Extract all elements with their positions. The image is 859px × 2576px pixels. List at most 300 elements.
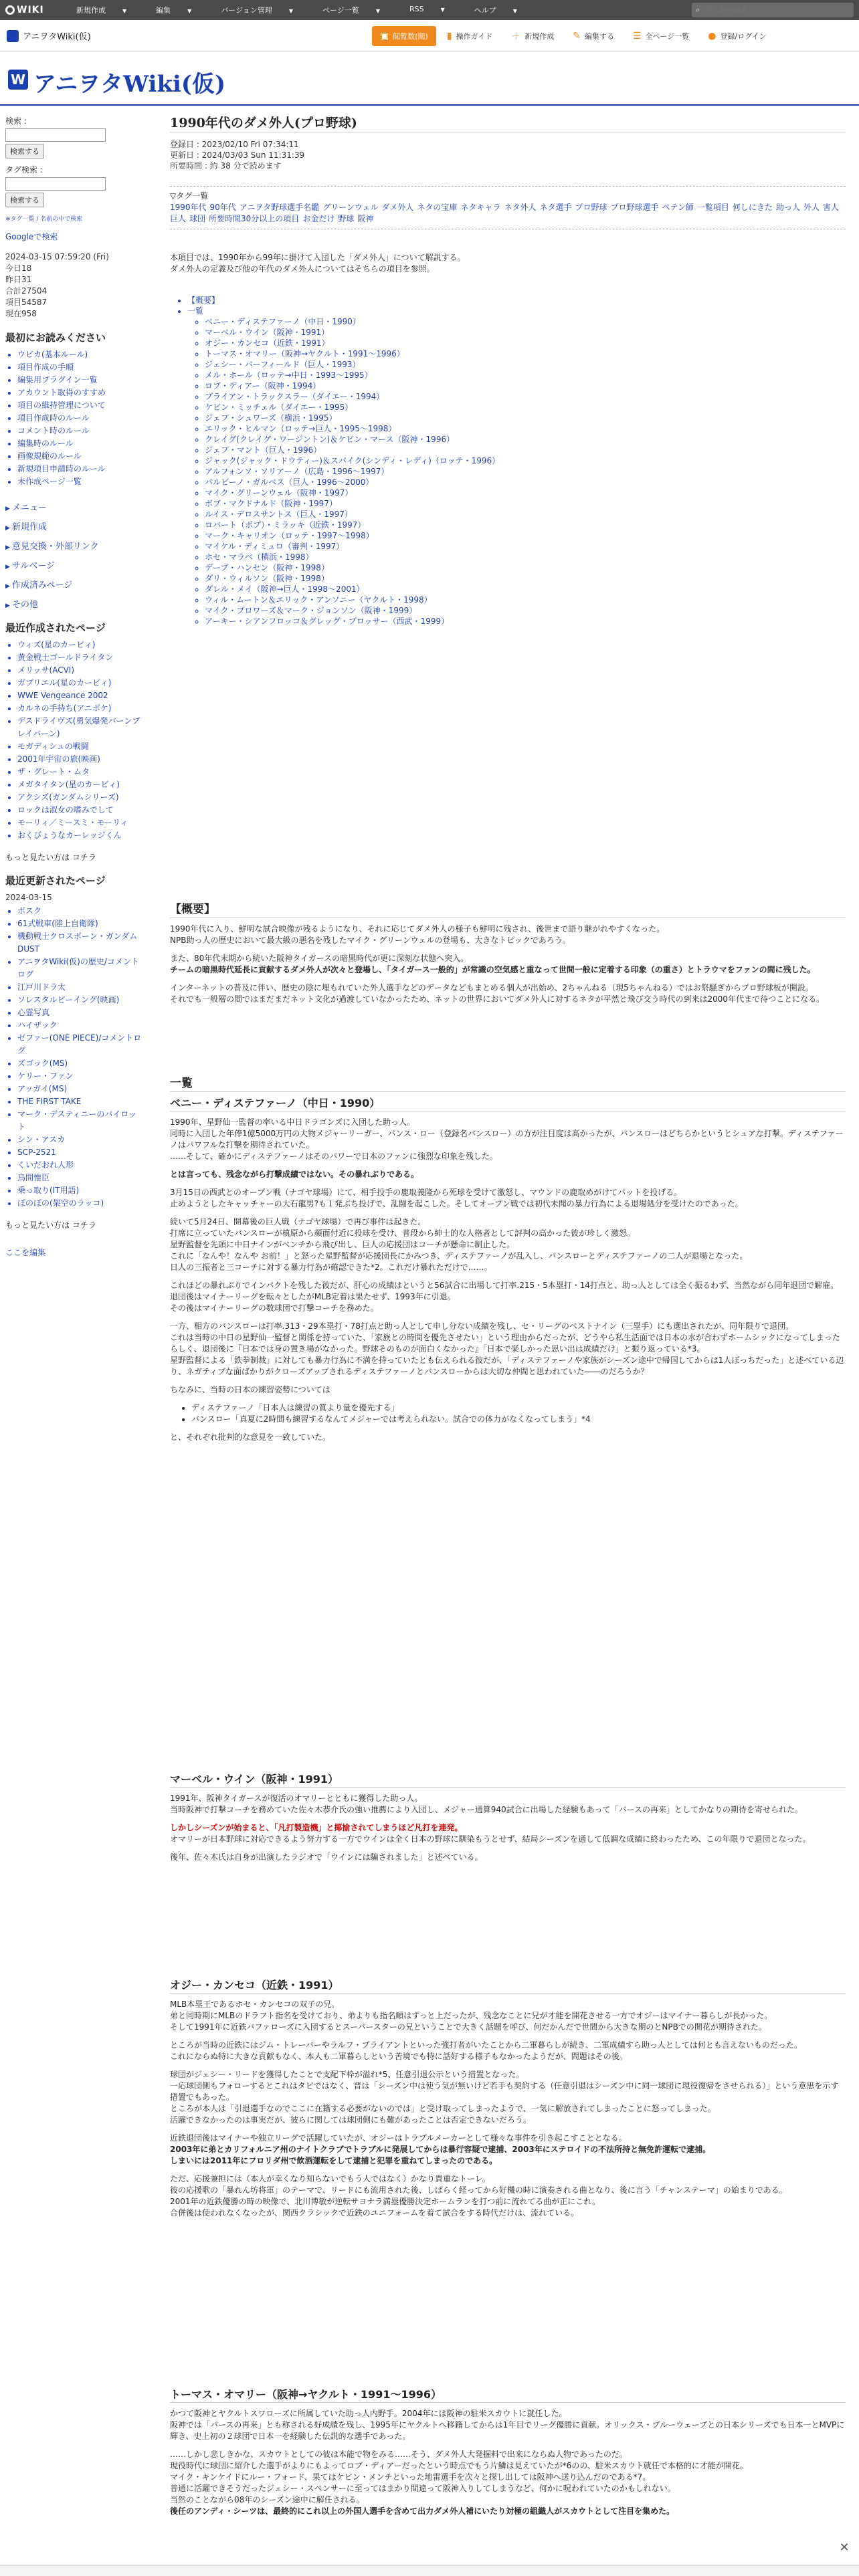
entry-heading: トーマス・オマリー（阪神→ヤクルト・1991〜1996） — [170, 2389, 846, 2403]
paragraph — [170, 1169, 846, 1180]
search-icon: ⌕ — [696, 5, 700, 14]
tag-search-button[interactable]: 検索する — [5, 193, 44, 207]
list-item[interactable]: • 機動戦士クロスボーン・ガンダム DUST — [17, 930, 143, 956]
tag-link[interactable]: ダメ外人 — [381, 203, 414, 212]
tag-link[interactable]: 助っ人 — [775, 203, 800, 212]
text: MLB本塁王であるホセ・カンセコの双子の兄。 — [170, 2000, 340, 2009]
list-item[interactable]: • 編集用プラグイン一覧 — [17, 374, 143, 387]
paragraph — [170, 1999, 846, 2033]
text: ……しかし悲しきかな、スカウトとしての彼は本能で物をみる……そう、ダメ外人大発掘料で出来にならぬ人物であったのだ。 — [170, 2450, 628, 2459]
pencil-icon: ✎ — [573, 31, 581, 41]
list-item[interactable]: • アニヲタWiki(仮)の歴史/コメントログ — [17, 956, 143, 981]
chevron-down-icon: ▼ — [512, 8, 517, 14]
paragraph — [170, 982, 846, 1005]
text: 当時阪神で打撃コーチを務めていた佐々木恭介氏の強い推薦により入団し、メジャー通算940試合に出場した経験もあって「バースの再来」としてかなりの期待を寄せられた。 — [170, 1805, 803, 1814]
text: 止めようとしたキャッチャーの大石龍男?も１発ぶち投げで、乱闘を起こした。そしてオープン戦では初代未聞の暴力行為による退場処分を受けたのであった。 — [170, 1199, 743, 1208]
guide-button[interactable] — [439, 26, 500, 46]
toc-item — [187, 306, 846, 627]
paragraph — [170, 2133, 846, 2167]
stat-now: 現在958 — [5, 309, 37, 318]
text: 後年、佐々木氏は自身が出演したラジオで「ウインには騙されました」と述べている。 — [170, 1852, 483, 1862]
chevron-down-icon: ▼ — [187, 8, 192, 14]
list-item[interactable]: • THE FIRST TAKE — [17, 1095, 143, 1108]
menu-label: 新規作成 — [76, 6, 106, 15]
meta-readtime: 所要時間 : 約 38 分で読めます — [170, 161, 282, 171]
tag-link[interactable]: グリーンウェル — [322, 203, 379, 212]
list-item[interactable]: • マーク・デスティニーのパイロット — [17, 1108, 143, 1134]
section-other[interactable] — [5, 597, 143, 610]
entry-heading: オジー・カンセコ（近鉄・1991） — [170, 1979, 846, 1994]
table-of-contents — [170, 295, 846, 627]
menu-new[interactable] — [62, 5, 141, 15]
text: 退団後はマイナーリーグを転々としたがMLB定着は果たせず、1993年に引退。 — [170, 1292, 456, 1301]
section-label: 意見交換・外部リンク — [11, 542, 99, 552]
list-item[interactable]: • 2001年宇宙の旅(映画) — [17, 753, 143, 766]
paragraph — [170, 2173, 846, 2219]
edit-sidebar-link[interactable]: ここを編集 — [5, 1248, 46, 1257]
menu-pages[interactable] — [308, 5, 395, 15]
toc-item[interactable]: ◦ トーマス・オマリー（阪神→ヤクルト・1991〜1996） — [205, 348, 846, 359]
text: 1990年、星野仙一監督の率いる中日ドラゴンズに入団した助っ人。 — [170, 1117, 415, 1127]
page-title: 1990年代のダメ外人(プロ野球) — [170, 118, 846, 132]
tag-link[interactable]: プロ野球 — [575, 203, 607, 212]
tag-link[interactable]: プロ野球選手 — [610, 203, 659, 212]
text: 一応球団側もフォローするとこれはタピではなく、晋は「シーズン中は使う気が無いけど若手も契約する（任意引退はシーズン中に同一球団に現役復帰をさせられる）」という意思を示す措置でもあった。 — [170, 2081, 839, 2102]
list-item[interactable]: • ぼのぼの(架空のラッコ) — [17, 1197, 143, 1210]
paragraph — [170, 1384, 846, 1396]
toc-item[interactable]: ◦ アルフォンソ・ソリアーノ（広島・1996〜1997） — [205, 466, 846, 477]
text: しまいには2011年にフロリダ州で飲酒運転をして逮捕と犯罪を重ねてしまったのである。 — [170, 2156, 498, 2165]
paragraph — [170, 1793, 846, 1816]
stat-yesterday: 昨日31 — [5, 275, 32, 284]
chevron-right-icon: ▶ — [5, 583, 10, 590]
text: 日人の三振者と三コーチに対する暴力行為が確認できた*2。これだけ暴れただけで……。 — [170, 1263, 492, 1272]
paragraph — [170, 1432, 846, 1443]
wiki-search-box — [692, 3, 854, 17]
tool-label: 登録/ログイン — [720, 32, 767, 41]
text: チームの暗黒時代延長に貢献するダメ外人が次々と登場し、「タイガース一般的」が常識の空気感と重なって世間一般に定着する印象（の重さ）とトラウマをファンの間に残した。 — [170, 965, 816, 974]
chevron-down-icon: ▼ — [288, 8, 294, 14]
sidebar-search-button[interactable]: 検索する — [5, 144, 44, 158]
text: ただ、応援兼担には（本人が幸くなり知らないでもう人ではなく）かなり貴重なトーレ。 — [170, 2174, 490, 2183]
list-item[interactable]: • アクシズ(ガンダムシリーズ) — [17, 791, 143, 804]
text: その後はマイナーリーグの数球団で打撃コーチを務めた。 — [170, 1303, 379, 1313]
stat-items: 項目54587 — [5, 298, 47, 307]
list-item[interactable]: • モガディシュの戦闘 — [17, 740, 143, 753]
toc-item[interactable]: ◦ ジェフ・シュワーズ（横浜・1995） — [205, 413, 846, 423]
entry-omalley-section — [170, 2389, 846, 2524]
search-label: 検索 : — [5, 116, 27, 126]
list-item[interactable]: • ウィズ(星のカービィ) — [17, 639, 143, 651]
list-item[interactable]: • ウビカ(基本ルール) — [17, 348, 143, 361]
bottom-bar — [0, 2565, 859, 2576]
toc-item[interactable]: ◦ ジェフ・マント（巨人・1996） — [205, 445, 846, 455]
list-item[interactable]: • おくびょうなカーレッジくん — [17, 829, 143, 842]
text: 1990年代に入り、鮮明な試合映像が残るようになり、それに応じてダメ外人の様子も鮮明に残され、後世まで語り継がれやすくなった。 — [170, 924, 665, 934]
logo-ring-icon — [5, 5, 15, 15]
list-item[interactable]: • 心霊写真 — [17, 1006, 143, 1019]
text: 星野監督を先頭に中日ナインがベンチから飛び出し、巨人の応援団はコーチが懸命に制止した。 — [170, 1240, 515, 1249]
toc-item[interactable]: ◦ ジェシー・バーフィールド（巨人・1993） — [205, 359, 846, 370]
text: 普通に活躍できそうだったジェシー・スペンサーに至ってはまかり間違って阪神入りしてしまうなど、何かに呪われていたのかもしれない。 — [170, 2484, 676, 2493]
toc-item[interactable]: ◦ ケビン・ミッチェル（ダイエー・1995） — [205, 402, 846, 413]
tag-link[interactable]: 1990年代 — [170, 203, 207, 212]
close-icon[interactable]: ✕ — [839, 2541, 850, 2555]
text: インターネットの普及に伴い、歴史の陰に埋もれていた外人選手などのデータなどもまとめる個人が出始め、2ちゃんねる（現5ちゃんねる）ではお祭騒ぎからプロ野球板が開設。 — [170, 983, 814, 992]
text: ちなみに、当時の日本の練習姿勢については — [170, 1385, 330, 1394]
tag-list-label: ▽タグ一覧 — [170, 191, 209, 201]
text: 続いて5月24日、開幕後の巨人戦（ナゴヤ球場）で再び事件は起きた。 — [170, 1217, 426, 1226]
list-item[interactable]: • モーリィ／ミースミ・モーリィ — [17, 817, 143, 829]
menu-label: ページ一覧 — [322, 6, 359, 15]
list-icon: ☰ — [632, 31, 642, 41]
tool-label: 編集する — [584, 32, 614, 41]
tag-link[interactable]: 阪神 — [357, 214, 374, 223]
text: かつて阪神とヤクルトスワローズに所属していた助っ人内野手。2004年には阪神の駐米スカウトに就任した。 — [170, 2409, 567, 2418]
text: 弟と同時期にMLBのドラフト指名を受けており、弟よりも指名順はずっと上だったが、残念なことに兄が才能を開花させる一方でオジーはマイナー暮らしが長かった。 — [170, 2011, 773, 2020]
list-item[interactable]: • ボスク — [17, 905, 143, 918]
toc-item[interactable]: ◦ マーク・キャリオン（ロッテ・1997〜1998） — [205, 530, 846, 541]
tag-link[interactable]: 球団 — [189, 214, 206, 223]
section-new[interactable] — [5, 520, 143, 532]
tool-label: 閲覧数(閲) — [393, 32, 428, 41]
site-header — [0, 52, 859, 106]
menu-label: 編集 — [156, 6, 171, 15]
toc-item[interactable]: ◦ クレイグ(クレイグ・ワージントン)＆ケビン・マース（阪神・1996） — [205, 434, 846, 445]
toc-item[interactable]: ◦ ウィル・ムートン＆エリック・アンソニー（ヤクルト・1998） — [205, 595, 846, 605]
login-button[interactable] — [700, 26, 774, 46]
tag-link[interactable]: アニヲタ野球選手名鑑 — [239, 203, 320, 212]
toc-item[interactable]: ◦ マイケル・ディミュロ（審判・1997） — [205, 541, 846, 552]
read-first-heading: 最初にお読みください — [5, 332, 106, 344]
text: 同時に入団した年俸1億5000万円の大物メジャーリーガー、バンス・ロー（登録名バンスロー）の方が注目度は高かったが、バンスローはどちらかというとシュアな打撃。ディステファーノはパワフルな打撃を期待されていた。 — [170, 1129, 844, 1150]
text: 彼の応援歌の「暴れん坊将軍」のテーマで、リードにも流用された後、しばらく経ってから好機の時に演奏される曲となり、後に言う「チャンステーマ」の始まりである。 — [170, 2185, 787, 2195]
text: マイク・キンケイドにルー・フォード、果てはケビン・メンチといった地雷選手を次々と探し出しては阪神へ送り込んだのである*7。 — [170, 2472, 651, 2482]
list-item[interactable]: • ガブリエル(星のカービィ) — [17, 677, 143, 689]
list-item[interactable]: • WWE Vengeance 2002 — [17, 689, 143, 702]
tool-buttons — [372, 26, 775, 46]
current-datetime: 2024-03-15 07:59:20 (Fri) — [5, 252, 109, 261]
tag-link[interactable]: お金だけ — [302, 214, 335, 223]
tag-link[interactable]: ネタ外人 — [504, 203, 537, 212]
entry-win-section — [170, 1774, 846, 1870]
section-menu[interactable] — [5, 500, 143, 513]
menu-label: ヘルプ — [474, 6, 496, 15]
text: 星野監督による「鉄拳制裁」に対しても暴力行為に不満を持っていたとも伝えられる彼だが、「ディステファーノや家族がシーズン途中で帰国してからは1人ぼっちだった」と述べている辺り、ネガティブな面ばかりがクローズアップされるディステファーノとバンスローからは大切な仲間と思われていた――のだろうか？ — [170, 1356, 844, 1376]
toc-item[interactable]: ◦ ダレル・メイ（阪神→巨人・1998〜2001） — [205, 584, 846, 595]
text: 近鉄退団後はマイナーや独立リーグで活躍していたが、オジーはトラブルメーカーとして様々な事件を引き起こすこととなる。 — [170, 2133, 627, 2143]
all-pages-button[interactable] — [625, 26, 697, 46]
paragraph — [170, 1187, 846, 1210]
list-item[interactable]: • 項目の維持管理について — [17, 399, 143, 412]
overview-heading: 【概要】 — [170, 904, 846, 918]
text: ところが当時の近鉄にはジム・トレーバーやラルフ・ブライアントといった強打者がいたことから二軍暮らしが続き、二軍成績すら助っ人としては何とも言えないものだった。 — [170, 2040, 802, 2050]
toc-item[interactable]: ◦ ベニー・ディステファーノ（中日・1990） — [205, 316, 846, 327]
google-search-link[interactable]: Googleで検索 — [5, 232, 58, 241]
wiki-search-input[interactable] — [702, 5, 843, 15]
text: 阪神では「バースの再来」とも称される好成績を残し、1995年にヤクルトへ移籍してからは1年目でリーグ優勝に貢献。オリックス・ブルーウェーブとの日本シリーズでも日本一とMVPに輝き、史上初の２球団で日本一を経験した伝説的な選手であった。 — [170, 2420, 845, 2441]
list-item[interactable]: • くいだおれ人形 — [17, 1159, 143, 1172]
toc-item[interactable]: ◦ ロバート（ボブ）・ミラッキ（近鉄・1997） — [205, 520, 846, 530]
menu-help[interactable] — [460, 5, 532, 15]
updated-pages-heading: 最近更新されたページ — [5, 875, 106, 887]
chevron-right-icon: ▶ — [5, 525, 10, 532]
list-item[interactable]: • コメント時のルール — [17, 425, 143, 437]
paragraph — [170, 2040, 846, 2062]
text: 2001年の近鉄優勝の時の映像で、北川博敏が逆転サヨナラ満塁優勝決定ホームランを打つ前に流れてる曲が正にこれ。 — [170, 2197, 601, 2206]
toc-sublist — [187, 316, 846, 627]
section-label: その他 — [11, 600, 38, 610]
tag-link[interactable]: 何しにきた — [732, 203, 773, 212]
tag-list — [170, 202, 846, 225]
section-label: 新規作成 — [11, 522, 47, 532]
paragraph — [170, 2069, 846, 2126]
toc-item[interactable]: ◦ デーブ・ハンセン（阪神・1998） — [205, 562, 846, 573]
list-item[interactable]: • ハイザック — [17, 1019, 143, 1032]
tag-search-label: タグ検索 : — [5, 165, 43, 175]
intro-line: ダメ外人の定義及び他の年代のダメ外人についてはそちらの項目を参照。 — [170, 264, 435, 274]
toc-item[interactable]: ◦ バルビーノ・ガルベス（巨人・1996〜2000） — [205, 477, 846, 488]
entry-heading: マーベル・ウイン（阪神・1991） — [170, 1774, 846, 1788]
tool-label: 操作ガイド — [456, 32, 493, 41]
site-title[interactable]: アニヲタWiki(仮) — [33, 71, 226, 98]
text: これほどの暴れぶりでインパクトを残した彼だが、肝心の成績はというと56試合に出場して打率.215・5本塁打・14打点と、助っ人としては全く振るわず、当然ながら同年退団で解雇。 — [170, 1281, 839, 1290]
site-name-link[interactable] — [7, 29, 91, 42]
meta-registered: 登録日 : 2023/02/10 Fri 07:34:11 — [170, 140, 299, 149]
text: ……そして、確かにディステファーノはそのパワーで日本のファンに強烈な印象を残した。 — [170, 1152, 498, 1161]
chevron-down-icon: ▼ — [440, 7, 445, 13]
text: 活躍できなかったのは事実だが、彼らに関しては球団側にも難があったことは否定できないだろう。 — [170, 2115, 531, 2125]
text: 2003年に弟とカリフォルニア州のナイトクラブでトラブルに発展してからは暴行容疑で逮捕、2003年にステロイドの不法所持と無免許運転で逮捕。 — [170, 2145, 711, 2154]
tag-note[interactable]: ※タグ一覧 / 名前の中で検索 — [5, 216, 83, 223]
tool-label: 全ページ一覧 — [645, 32, 690, 41]
list-item[interactable]: • メガタイタン(星のカービィ) — [17, 778, 143, 791]
toc-item[interactable]: ◦ エリック・ヒルマン（ロッテ→巨人・1995〜1998） — [205, 423, 846, 434]
site-icon — [7, 30, 19, 42]
text: 3月15日の西武とのオープン戦（ナゴヤ球場）にて、相手投手の鹿取義隆から死球を受けて激怒し、マウンドの鹿取めがけてバットを投げる。 — [170, 1188, 682, 1197]
view-count-button[interactable] — [372, 26, 436, 46]
text: 打席に立っていたバンスローが槙原から顔面付近に投球を受け、普段から紳士的な人格者として評判の高かった彼が珍しく激怒。 — [170, 1228, 636, 1238]
list-item[interactable]: • ザ・グレート・ムタ — [17, 766, 143, 778]
updated-date: 2024-03-15 — [5, 893, 52, 902]
list-item[interactable]: • 烏間惟臣 — [17, 1172, 143, 1184]
toc-item[interactable]: ◦ マイク・ブロワーズ＆マーク・ジョンソン（阪神・1999） — [205, 605, 846, 616]
text: これは当時の中日の星野仙一監督と関係を持っていた、「家族との時間を優先させたい」という理由からだったが、どうやら私生活面では日本の水が合わずホームシックになってしまったらしく、退団後に『日本では身の置き場がなかった。野球そのものが面白くなかった』「日本で楽しかった思い出は成績だけ」と振り返っている*3。 — [170, 1333, 840, 1354]
menu-version[interactable] — [206, 5, 308, 15]
chevron-right-icon: ▶ — [5, 506, 10, 512]
list-item[interactable]: • 編集時のルール — [17, 437, 143, 450]
paragraph — [170, 2408, 846, 2442]
list-section — [170, 1078, 846, 1450]
paragraph — [170, 1117, 846, 1162]
entry-canseco-section — [170, 1979, 846, 2226]
more-new-link[interactable]: もっと見たい方は コチラ — [5, 853, 96, 862]
section-links[interactable] — [5, 539, 143, 552]
section-created[interactable] — [5, 578, 143, 591]
text: ところが本人は「引退選手なのでここに在籍する必要がないのでは」と受け取ってしまったようで、一気に解放されてしまったことに怒ってしまった。 — [170, 2104, 716, 2113]
toc-item[interactable]: ◦ ジャック(ジャック・ドウティー)＆スパイク(シンディ・レディ)（ロッテ・1996） — [205, 455, 846, 466]
text: とは言っても、残念ながら打撃成績ではない。その暴れぶりである。 — [170, 1170, 419, 1179]
stat-today: 今日18 — [5, 263, 32, 273]
list-item[interactable]: • ゼファー(ONE PIECE)/コメントログ — [17, 1032, 143, 1057]
list-item[interactable]: • 新規項目申請時のルール — [17, 463, 143, 475]
toc-item[interactable]: ◦ ダリ・ウィルソン（阪神・1998） — [205, 573, 846, 584]
paragraph — [170, 2449, 846, 2517]
list-item[interactable]: • ズゴック(MS) — [17, 1057, 143, 1070]
list-item: • ディステファーノ「日本人は練習の質より量を優先する」 — [191, 1402, 846, 1414]
updated-pages-list — [5, 905, 143, 1210]
stat-total: 合計27504 — [5, 286, 47, 296]
toc-item[interactable]: • 【概要】 — [187, 295, 846, 306]
main-content — [170, 115, 846, 2516]
text: 現役時代に球団に紹介した選手がよりにもよってロブ・ディアーだったという時点でもう片鱗は見えていたが*6のの、駐米スカウト就任で本格的に才能が開花。 — [170, 2461, 748, 2470]
tag-link[interactable]: ペテン師 — [662, 203, 694, 212]
toc-item[interactable]: ◦ メル・ホール（ロッテ→中日・1993〜1995） — [205, 370, 846, 381]
text: 一方、相方のバンスローは打率.313・29本塁打・78打点と助っ人として申し分ない成績を残し、セ・リーグのベストナイン（三塁手）にも選出されたが、同年限りで退団。 — [170, 1321, 794, 1331]
new-page-button[interactable] — [503, 26, 562, 46]
paragraph — [170, 1822, 846, 1845]
tool-label: 新規作成 — [524, 32, 555, 41]
site-name: アニヲタWiki(仮) — [23, 32, 91, 42]
section-label: 作成済みページ — [11, 580, 73, 591]
sidebar-search-input[interactable] — [5, 128, 106, 142]
list-item[interactable]: • 未作成ページ一覧 — [17, 475, 143, 488]
tag-link[interactable]: 90年代 — [209, 203, 236, 212]
plus-icon: ＋ — [511, 31, 521, 42]
sidebar — [5, 115, 143, 1258]
list-item[interactable]: • カルネの手持ち(アニポケ) — [17, 702, 143, 715]
tag-link[interactable]: ネタ選手 — [539, 203, 572, 212]
list-item: • バンスロー「真夏に2時間も練習するなんてメジャーでは考えられない。試合での体力がなくなってしまう」*4 — [191, 1414, 846, 1425]
toc-item[interactable]: ◦ ホセ・マラベ（横浜・1998） — [205, 552, 846, 562]
text: それでも一般層の間ではまだまだネット文化が過渡していなかったため、ネットの世界においてダメ外人に対するネタが平然と飛び交う時代の到来は2000年代まで待つことになる。 — [170, 994, 825, 1004]
tag-link[interactable]: ネタキャラ — [460, 203, 501, 212]
tag-link[interactable]: 外人 — [803, 203, 820, 212]
list-item[interactable]: • メリッサ(ACVI) — [17, 664, 143, 677]
users-icon: ● — [708, 31, 717, 41]
list-item[interactable]: • デスドライヴズ(勇気爆発バーンブレイバーン) — [17, 715, 143, 740]
list-item[interactable]: • 項目作成時のルール — [17, 412, 143, 425]
text: しかしシーズンが始まると、「凡打製造機」と揶揄されてしまうほど凡打を連発。 — [170, 1823, 463, 1832]
text: 合併後は使われなくなったが、関西クラシックで近鉄のユニフォームを着て試合をする時代だけは、流れている。 — [170, 2208, 579, 2218]
global-menu — [62, 5, 532, 15]
intro-line: 本項目では、1990年から99年に掛けて入団した「ダメ外人」について解説する。 — [170, 253, 466, 262]
list-item[interactable]: • 項目作成の手順 — [17, 361, 143, 374]
list-item[interactable]: • ソレスタルビーイング(映画) — [17, 994, 143, 1006]
menu-rss[interactable] — [395, 5, 460, 15]
text: NPB助っ人の歴史において最大級の悪名を残したマイク・グリーンウェルの登場も、大きなトピックであろう。 — [170, 936, 571, 945]
text: 1991年、阪神タイガースが復活のオマリーとともに獲得した助っ人。 — [170, 1794, 423, 1803]
list-item[interactable]: • SCP-2521 — [17, 1146, 143, 1159]
text: 当然のことながら08年のシーズン途中に解任される。 — [170, 2495, 365, 2504]
menu-edit[interactable] — [141, 5, 206, 15]
toc-item[interactable]: ◦ オジー・カンセコ（近鉄・1991） — [205, 338, 846, 348]
wiki-logo[interactable] — [0, 0, 62, 20]
list-item[interactable]: • アッガイ(MS) — [17, 1083, 143, 1095]
text: これに「なんや！なんや お前！」と怒った星野監督が応援団長にかみつき、ディステファーノが乱入し、バンスローとディステファーノの二人が退場となった。 — [170, 1251, 748, 1261]
text: そして1991年に近鉄バファローズに入団するとスーパースターの兄ということで大きく話題を呼び、何だかんだで世間から大きな期のとNPBでの開花が期待された。 — [170, 2022, 767, 2032]
text: これにならぬ特に大きな貢献もなく、本人も二軍暮らしという苦境でも特に話好する様子もなかったようだが、問題はその後。 — [170, 2052, 628, 2061]
more-updated-link[interactable]: もっと見たい方は コチラ — [5, 1220, 96, 1230]
toc-item[interactable]: ◦ アーキー・シアンフロッコ＆グレッグ・ブロッサー（西武・1999） — [205, 616, 846, 627]
tag-link[interactable]: 害人 — [822, 203, 839, 212]
chart-icon: ▣ — [380, 31, 389, 41]
text: 後任のアンディ・シーツは、最終的にこれ以上の外国人選手を含めて出力ダメ外人補にいたり対極の組織人がスカウトとして注目を集めた。 — [170, 2506, 675, 2516]
list-item[interactable]: • 乗っ取り(IT用語) — [17, 1184, 143, 1197]
list-item[interactable]: • 黄金戦士ゴールドライタン — [17, 651, 143, 664]
chevron-down-icon: ▼ — [375, 8, 380, 14]
overview-section — [170, 904, 846, 1012]
chevron-right-icon: ▶ — [5, 564, 10, 570]
toc-label[interactable]: 一覧 — [187, 306, 204, 316]
list-item[interactable]: • 江戸川ドラ太 — [17, 981, 143, 994]
list-item[interactable]: • 61式戦車(陸上自衛隊) — [17, 918, 143, 930]
paragraph — [170, 1321, 846, 1378]
text: と、それぞれ批判的な意見を一致していた。 — [170, 1432, 331, 1442]
logo-text: WIKI — [17, 5, 44, 15]
list-item[interactable]: • ケリー・ファン — [17, 1070, 143, 1083]
chevron-right-icon: ▶ — [5, 544, 10, 551]
paragraph — [170, 1280, 846, 1314]
toc-item[interactable]: ◦ マイク・グリーンウェル（阪神・1997） — [205, 488, 846, 498]
toc-item[interactable]: ◦ ボブ・マクドナルド（阪神・1997） — [205, 498, 846, 509]
tag-link[interactable]: 所要時間30分以上の項目 — [209, 214, 300, 223]
entry-heading: ベニー・ディステファーノ（中日・1990） — [170, 1097, 846, 1111]
toc-item[interactable]: ◦ ロブ・ディアー（阪神・1994） — [205, 381, 846, 391]
list-item[interactable]: • 画像規範のルール — [17, 450, 143, 463]
quote-list — [170, 1402, 846, 1425]
toc-item[interactable]: ◦ マーベル・ウイン（阪神・1991） — [205, 327, 846, 338]
tag-link[interactable]: ネタの宝庫 — [417, 203, 458, 212]
read-first-list — [5, 348, 143, 488]
new-pages-list — [5, 639, 143, 842]
tag-box — [170, 186, 846, 229]
tag-search-input[interactable] — [5, 177, 106, 191]
menu-label: バージョン管理 — [221, 6, 272, 15]
wiki-w-icon: W — [8, 70, 28, 90]
edit-page-button[interactable] — [565, 26, 622, 46]
site-toolbar — [0, 20, 859, 52]
list-item[interactable]: • シン・アスカ — [17, 1134, 143, 1146]
section-label: メニュー — [11, 503, 47, 513]
tag-link[interactable]: 野球 — [338, 214, 355, 223]
meta-updated: 更新日 : 2024/03/03 Sun 11:31:39 — [170, 150, 305, 160]
section-label: サルベージ — [11, 561, 56, 571]
intro — [170, 252, 846, 275]
menu-label: RSS — [409, 5, 424, 13]
list-item[interactable]: • ロックは淑女の嗜みでして — [17, 804, 143, 817]
tag-link[interactable]: 巨人 — [170, 214, 187, 223]
paragraph — [170, 924, 846, 946]
chevron-right-icon: ▶ — [5, 603, 10, 609]
text: 球団がジェシー・リードを獲得したことで支配下枠が溢れ*5、任意引退公示という措置となった。 — [170, 2070, 524, 2079]
text: また、80年代末期から続いた阪神タイガースの暗黒時代が更に深刻な状態へ突入。 — [170, 954, 469, 963]
list-item[interactable]: • アカウント取得のすすめ — [17, 387, 143, 399]
new-pages-heading: 最近作成されたページ — [5, 622, 106, 634]
section-salvage[interactable] — [5, 558, 143, 571]
paragraph — [170, 1852, 846, 1863]
global-topbar — [0, 0, 859, 20]
list-heading: 一覧 — [170, 1078, 846, 1092]
toc-item[interactable]: ◦ ルイス・デロスサントス（巨人・1997） — [205, 509, 846, 520]
text: オマリーが日本野球に対応できるよう努力する一方でウインは全く日本の野球に馴染もうとせず、結局シーズンを通して低調な成績に終わったため、この年限りで退団となった。 — [170, 1834, 811, 1844]
paragraph — [170, 1216, 846, 1273]
tag-link[interactable]: 一覧項目 — [696, 203, 729, 212]
chevron-down-icon: ▼ — [122, 8, 127, 14]
paragraph — [170, 953, 846, 976]
toc-item[interactable]: ◦ ブライアン・トラックスラー（ダイエー・1994） — [205, 391, 846, 402]
book-icon: ▮ — [446, 31, 452, 41]
